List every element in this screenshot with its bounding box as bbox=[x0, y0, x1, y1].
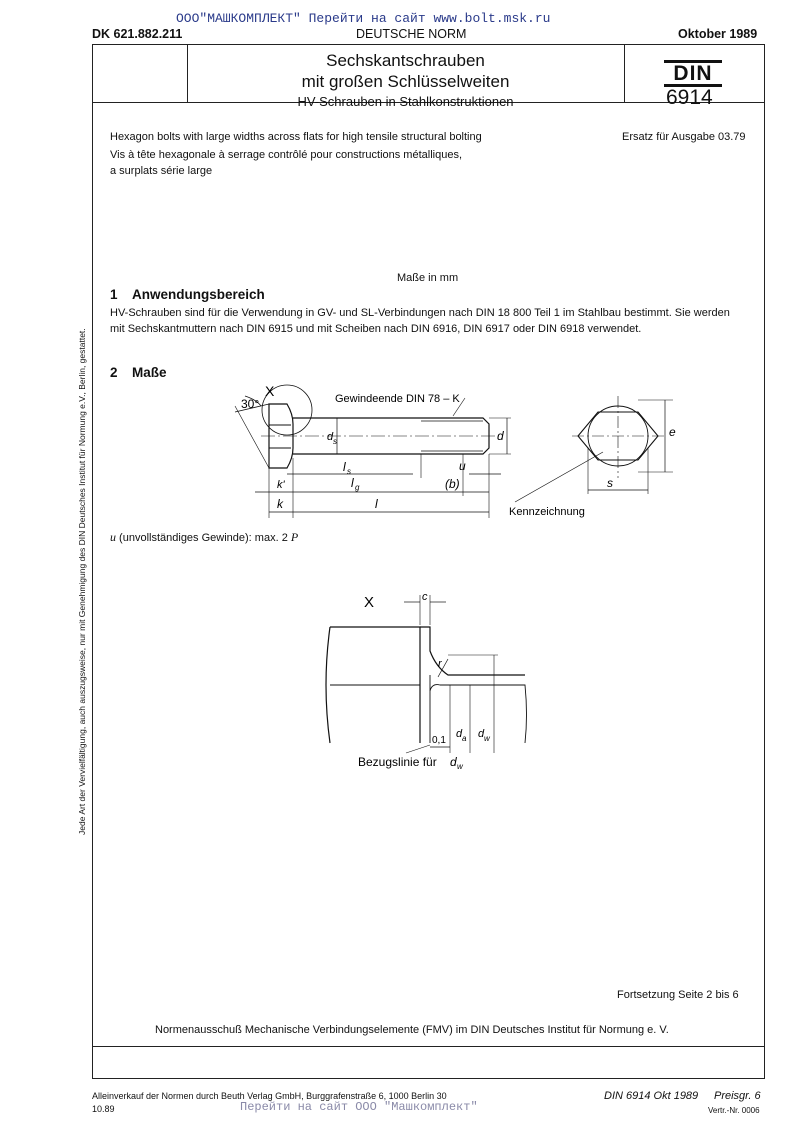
u-label: u bbox=[459, 459, 466, 473]
ds-label: d bbox=[327, 431, 334, 443]
units-note: Maße in mm bbox=[397, 272, 459, 284]
issue-date: Oktober 1989 bbox=[678, 27, 758, 41]
section-1-number: 1 bbox=[110, 287, 118, 302]
section-1-text-1: HV-Schrauben sind für die Verwendung in GV- und SL-Verbindungen nach DIN 18 800 Teil 1 im Stahlbau bestimmt. Sie werden bbox=[110, 307, 730, 319]
lg-label: l bbox=[351, 476, 354, 490]
copyright-side-note: Jede Art der Vervielfältigung, auch auszugsweise, nur mit Genehmigung des DIN Deutsches Institut für Normung e.V., Berlin, gestattet. bbox=[77, 328, 87, 835]
footer-price: Preisgr. 6 bbox=[714, 1090, 761, 1102]
u-note-text: (unvollständiges Gewinde): max. 2 bbox=[116, 532, 291, 544]
footer-sale-note: Alleinverkauf der Normen durch Beuth Verlag GmbH, Burggrafenstraße 6, 1000 Berlin 30 bbox=[92, 1091, 447, 1101]
section-1-heading: Anwendungsbereich bbox=[132, 287, 265, 302]
footer-issue: 10.89 bbox=[92, 1104, 115, 1114]
ref-line-label: Bezugslinie für bbox=[358, 755, 437, 769]
continuation-note: Fortsetzung Seite 2 bis 6 bbox=[617, 989, 739, 1001]
norm-type: DEUTSCHE NORM bbox=[356, 27, 467, 41]
page-frame bbox=[92, 44, 765, 1079]
section-2-heading: Maße bbox=[132, 365, 167, 380]
detail-x-marker: X bbox=[364, 594, 375, 611]
french-title-2: a surplats série large bbox=[110, 165, 213, 177]
detail-marker: X bbox=[265, 383, 275, 399]
detail-x-drawing bbox=[320, 585, 540, 775]
replaces-note: Ersatz für Ausgabe 03.79 bbox=[622, 131, 746, 143]
da-label: d bbox=[456, 728, 463, 740]
ref-line-sub: w bbox=[457, 762, 463, 771]
section-1-text-2: mit Sechskantmuttern nach DIN 6915 und mit Scheiben nach DIN 6916, DIN 6917 oder DIN 6918 verwendet. bbox=[110, 323, 642, 335]
ls-sub-label: s bbox=[347, 467, 351, 476]
title-subtitle: HV-Schrauben in Stahlkonstruktionen bbox=[297, 94, 514, 109]
french-title-1: Vis à tête hexagonale à serrage contrôlé pour constructions métalliques, bbox=[110, 149, 463, 161]
k-label: k bbox=[277, 497, 283, 511]
marking-label: Kennzeichnung bbox=[509, 506, 585, 518]
da-sub-label: a bbox=[462, 734, 467, 743]
b-label: (b) bbox=[445, 477, 460, 491]
ref-line-d: d bbox=[450, 755, 457, 769]
watermark-bottom-link[interactable]: Перейти на сайт ООО "Машкомплект" bbox=[240, 1100, 478, 1114]
english-title: Hexagon bolts with large widths across flats for high tensile structural bolting bbox=[110, 131, 482, 143]
title-block bbox=[187, 50, 624, 112]
s-label: s bbox=[607, 476, 613, 490]
dim-01-label: 0,1 bbox=[432, 735, 446, 746]
k-prime-label: k' bbox=[277, 479, 285, 491]
dk-number: DK 621.882.211 bbox=[92, 27, 183, 41]
din-logo bbox=[664, 60, 722, 87]
ls-label: l bbox=[343, 460, 346, 474]
committee-note: Normenausschuß Mechanische Verbindungselemente (FMV) im DIN Deutsches Institut für Normung e. V. bbox=[155, 1024, 669, 1036]
lg-sub-label: g bbox=[355, 483, 360, 492]
footer-din-ref: DIN 6914 Okt 1989 bbox=[604, 1090, 699, 1102]
u-note-p: P bbox=[290, 530, 299, 544]
header-right-divider bbox=[624, 44, 625, 102]
r-label: r bbox=[438, 658, 442, 670]
l-label: l bbox=[375, 497, 378, 511]
e-label: e bbox=[669, 425, 676, 439]
watermark-top-link[interactable]: ООО"МАШКОМПЛЕКТ" Перейти на сайт www.bolt.msk.ru bbox=[176, 11, 551, 26]
footer-divider bbox=[92, 1046, 765, 1047]
din-logo-text: DIN bbox=[673, 62, 713, 85]
bolt-drawing bbox=[225, 378, 675, 523]
title-line-2: mit großen Schlüsselweiten bbox=[301, 72, 510, 91]
angle-label: 30° bbox=[241, 397, 260, 411]
dw-sub-label: w bbox=[484, 734, 490, 743]
dw-label: d bbox=[478, 728, 485, 740]
u-note-symbol: u bbox=[110, 530, 116, 544]
d-label: d bbox=[497, 429, 504, 443]
thread-end-label: Gewindeende DIN 78 – K bbox=[335, 393, 460, 405]
u-note bbox=[110, 530, 298, 545]
din-number: 6914 bbox=[666, 86, 713, 109]
ds-sub-label: s bbox=[333, 437, 337, 446]
footer-vertr: Vertr.-Nr. 0006 bbox=[708, 1106, 760, 1115]
title-line-1: Sechskantschrauben bbox=[326, 51, 485, 70]
section-2-number: 2 bbox=[110, 365, 118, 380]
c-label: c bbox=[422, 591, 428, 603]
